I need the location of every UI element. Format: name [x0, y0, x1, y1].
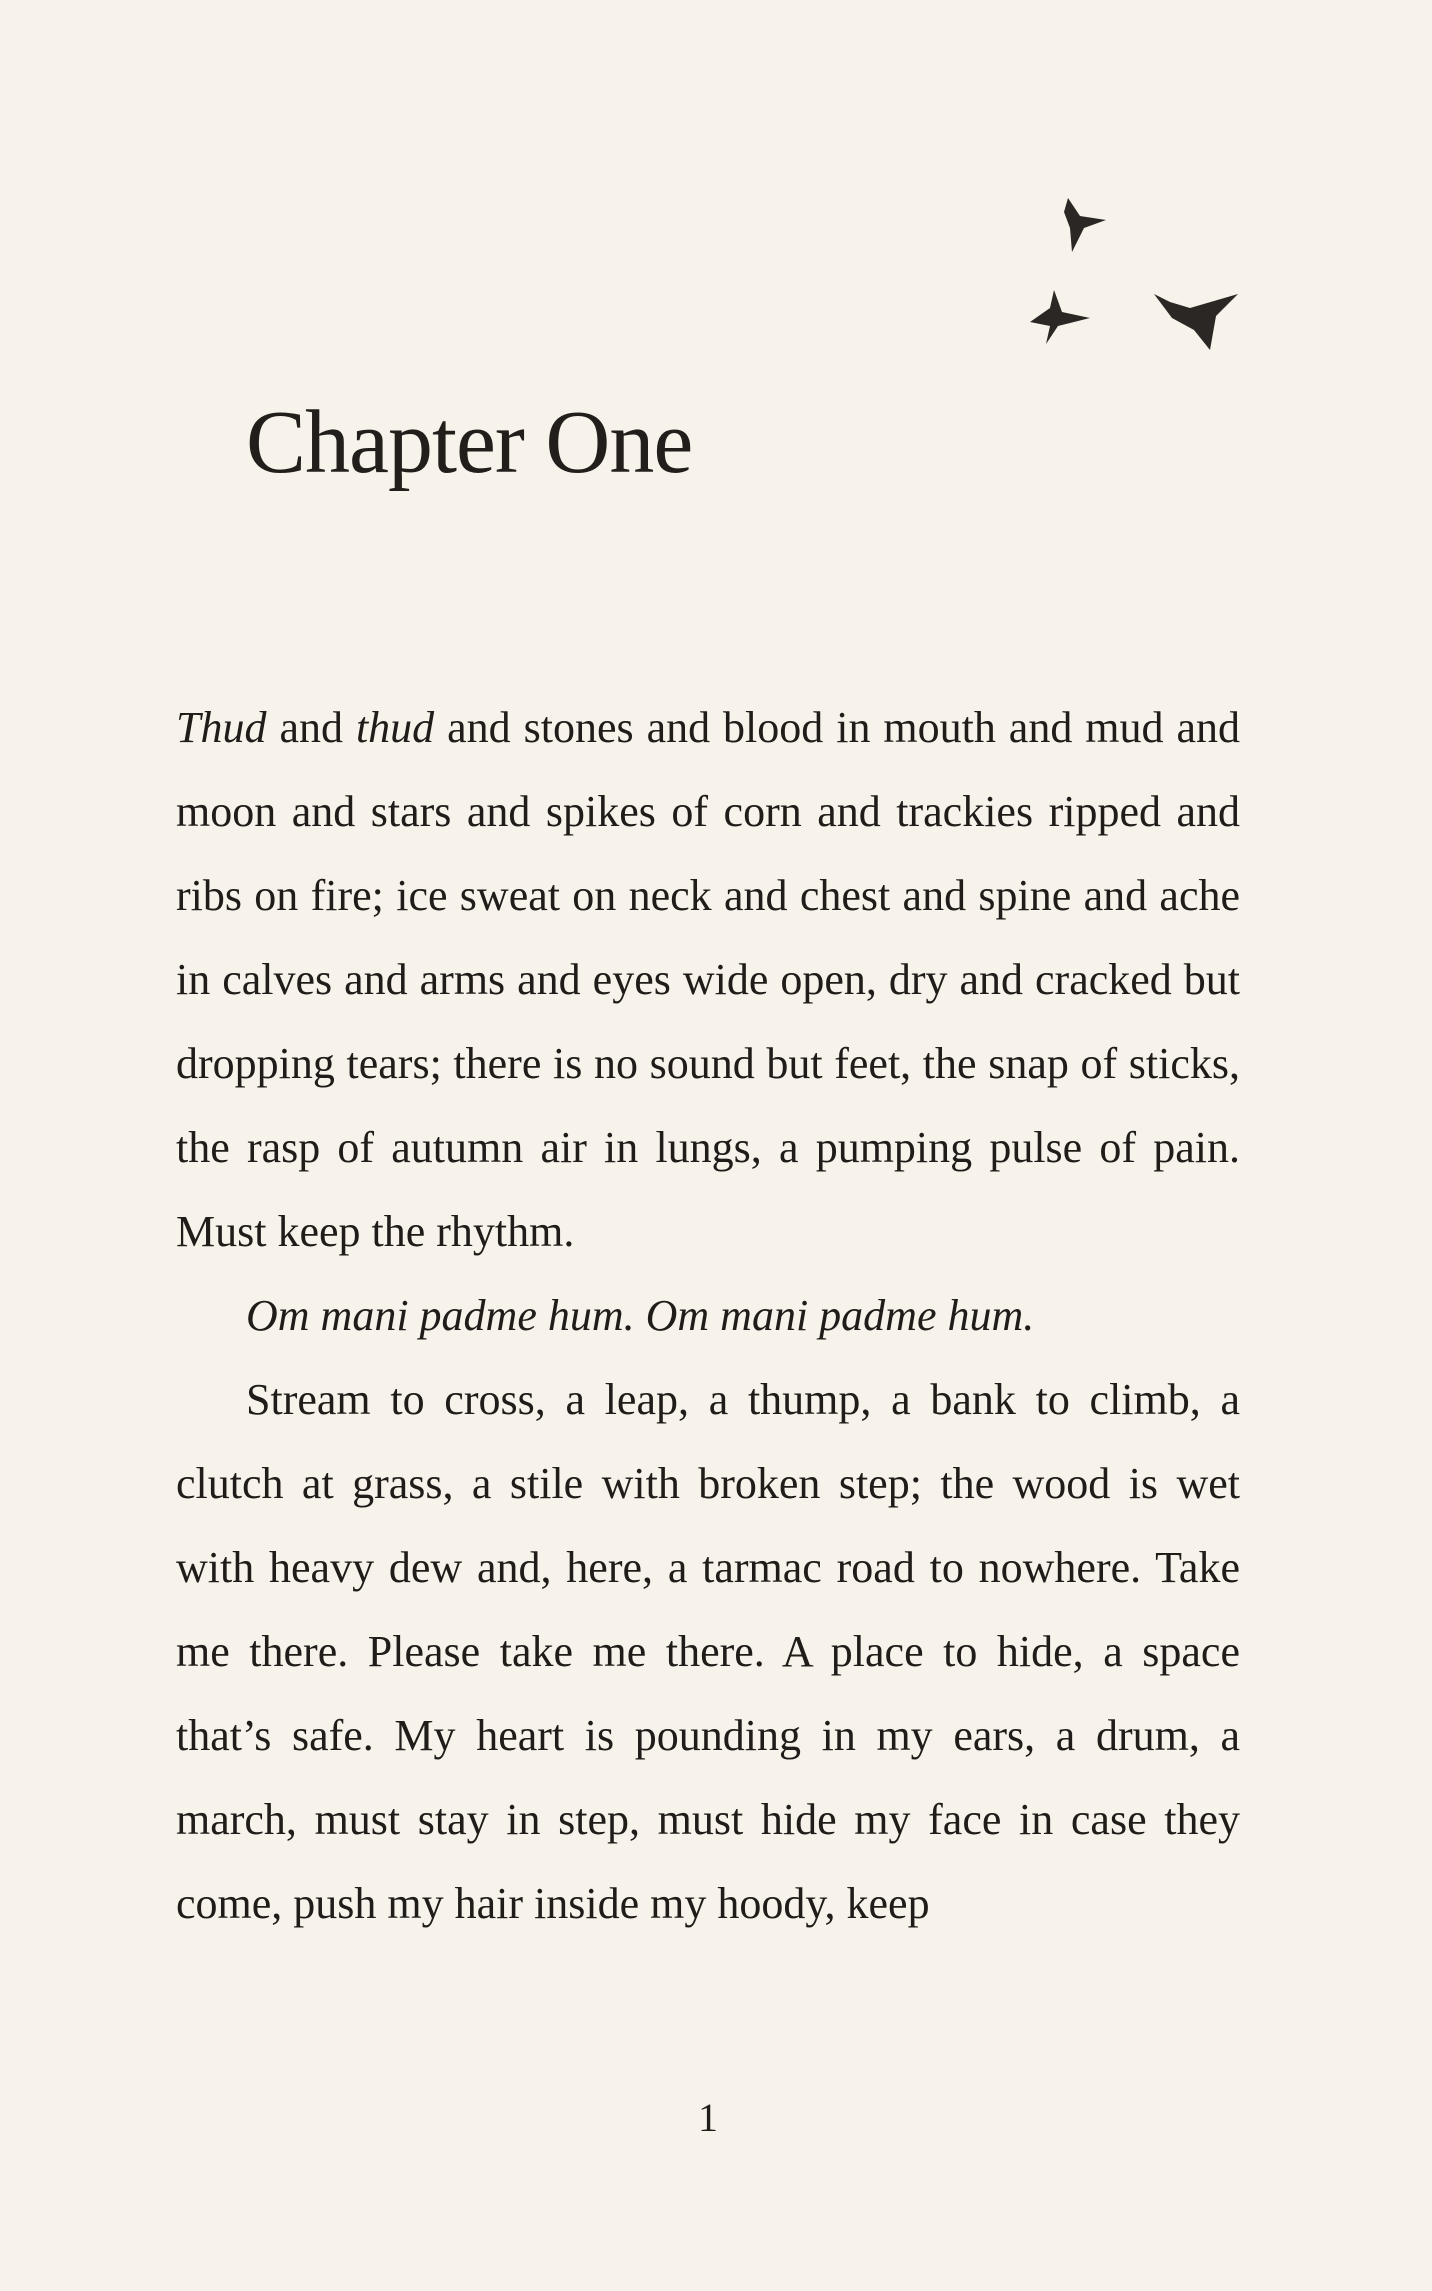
paragraph-1: Thud and thud and stones and blood in mouth and mud and moon and stars and spikes of corn and trackies ripped and ribs on fire; ice sweat on neck and chest and spine and ache in calves and arms and eyes wide open, dry and cracked but dropping tears; there is no sound but feet, the snap of sticks, the rasp of autumn air in lungs, a pumping pulse of pain. Must keep the rhythm.: [176, 703, 1241, 1256]
page-number: 1: [698, 2095, 718, 2140]
italic-word-thud-2: thud: [355, 703, 435, 752]
birds-icon: [1020, 190, 1260, 370]
italic-word-thud: Thud: [176, 703, 267, 752]
bird-top-icon: [1064, 198, 1106, 252]
mantra-line: Om mani padme hum. Om mani padme hum.: [246, 1291, 1035, 1340]
paragraph-2: Stream to cross, a leap, a thump, a bank to climb, a clutch at grass, a stile with broken step; the wood is wet with heavy dew and, here, a tarmac road to nowhere. Take me there. Please take me there. A place to hide, a space that’s safe. My heart is pounding in my ears, a drum, a march, must stay in step, must hide my face in case they come, push my hair inside my hoody, keep: [176, 1375, 1240, 1928]
bird-right-icon: [1154, 294, 1238, 350]
chapter-title: Chapter One: [246, 393, 693, 492]
bird-left-icon: [1030, 290, 1090, 344]
chapter-body: [176, 686, 1240, 1946]
